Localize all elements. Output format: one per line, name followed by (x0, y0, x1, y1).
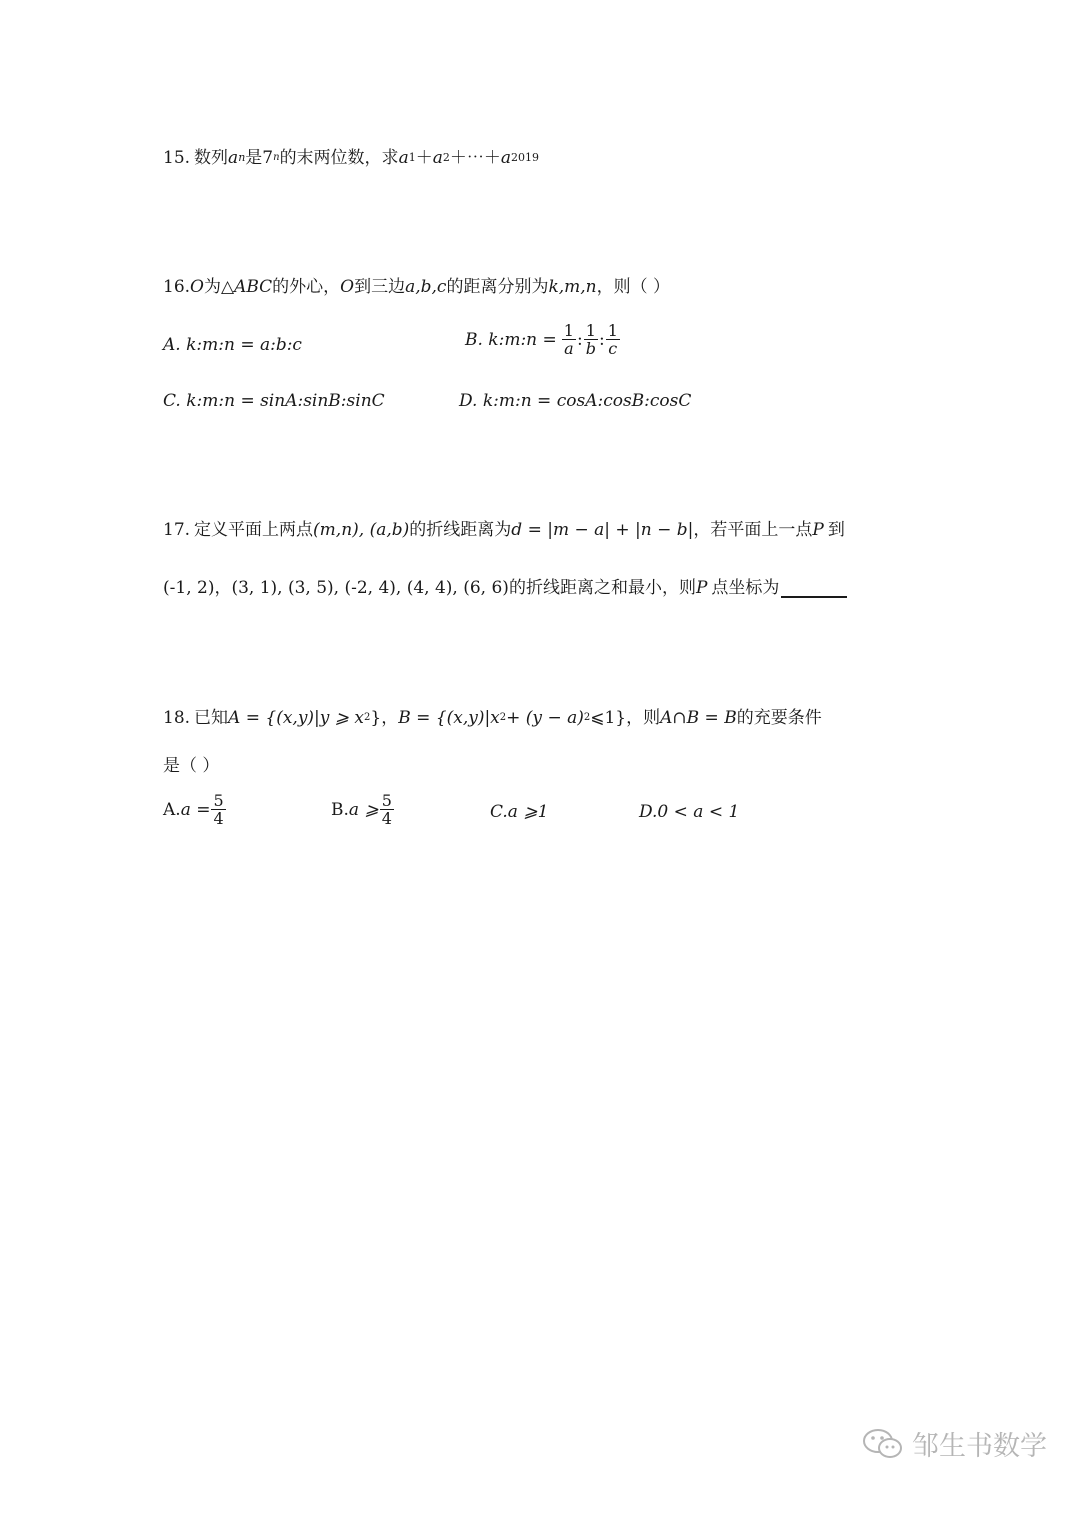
q18-option-b-frac: $\frac{5}{4}$ (381, 791, 392, 828)
q16-frac-1c: $\frac{1}{c}$ (607, 321, 618, 358)
q18-line1j: A∩B = B (660, 708, 737, 728)
q18-option-b (331, 792, 395, 827)
q15-sub1: 1 (408, 151, 416, 164)
q17-line1e: ，若平面上一点 (693, 520, 813, 540)
q17-line1c: 的折线距离为 (409, 520, 512, 540)
q15-n-sup: n (273, 152, 280, 163)
q15-sub3: 2019 (510, 151, 539, 164)
q16-frac-1a: $\frac{1}{a}$ (563, 321, 574, 358)
q17-answer-blank[interactable] (781, 578, 847, 598)
q18-line1i: ⩽1}，则 (590, 708, 661, 728)
q15-sum2: a (432, 148, 443, 168)
q15-n: n (238, 151, 246, 164)
q18-option-b-prefix: B. (331, 799, 349, 820)
q16-kmn: k,m,n (548, 277, 597, 297)
q18-line1f: 2 (499, 712, 507, 723)
q16-option-c: C. k:m:n = sinA:sinB:sinC (163, 391, 385, 411)
q17-number: 17. (163, 520, 191, 540)
q17-line1d: d = |m − a| + |n − b| (511, 520, 694, 540)
q16-stem5: ，则（ ） (596, 277, 671, 297)
q18-option-d: D.0 < a < 1 (639, 802, 740, 822)
q17-line2c: P (695, 578, 708, 598)
q16-stem2: 的外心， (272, 277, 341, 297)
watermark-text: 邹生书数学 (912, 1431, 1047, 1462)
q17-line1f: P (812, 520, 824, 540)
q17-line1b: (m,n), (a,b) (313, 520, 410, 540)
q18-number: 18. (163, 708, 191, 728)
q18-option-b-expr: a ⩾ (348, 799, 379, 820)
q18-line1e: B = {(x,y)|x (398, 708, 500, 728)
q18-line1b: A = {(x,y)|y ⩾ x (228, 708, 365, 728)
q15-a: a (228, 148, 239, 168)
q15-sum1: a (398, 148, 409, 168)
q16-option-b: B. k:m:n = $\frac{1}{a}$ : $\frac{1}{b}$ : $\frac{1}{c}$ (465, 321, 618, 358)
q16-frac-1b: $\frac{1}{b}$ (585, 321, 596, 358)
q15-text2: 是 (245, 148, 263, 168)
q15-plus2: ＋⋯＋ (449, 148, 501, 168)
q16-O2: O (340, 277, 355, 297)
q18-option-a (163, 792, 227, 827)
q16-ABC: ABC (234, 277, 273, 297)
question-18-line-2: 是（ ） (163, 756, 220, 776)
q16-number: 16. (163, 277, 191, 297)
q15-seven: 7 (262, 148, 274, 168)
question-17-line-1 (163, 518, 845, 542)
wechat-icon (862, 1427, 904, 1461)
q16-option-d: D. k:m:n = cosA:cosB:cosC (459, 391, 692, 411)
q18-line1d: }， (370, 708, 399, 728)
question-17-line-2 (163, 576, 847, 600)
q18-option-a-prefix: A. (163, 799, 181, 820)
q17-line2d: 点坐标为 (711, 578, 780, 598)
q16-stem3: 到三边 (354, 277, 406, 297)
q18-line1a: 已知 (194, 708, 229, 728)
q16-stem4: 的距离分别为 (446, 277, 549, 297)
q16-option-a: A. k:m:n = a:b:c (163, 335, 302, 355)
q18-line1h: 2 (583, 712, 591, 723)
q16-abc: a,b,c (405, 277, 447, 297)
q16-O: O (190, 277, 204, 297)
q16-stem1: 为△ (203, 277, 235, 297)
q18-option-a-frac: $\frac{5}{4}$ (213, 791, 224, 828)
q15-text3: 的末两位数，求 (279, 148, 399, 168)
q18-option-a-expr: a = (180, 799, 211, 820)
question-16 (163, 275, 670, 299)
question-15 (163, 146, 539, 170)
watermark (862, 1424, 1047, 1463)
q15-plus1: ＋ (415, 148, 433, 168)
q17-line2b: 的折线距离之和最小，则 (508, 578, 696, 598)
q15-text1: 数列 (194, 148, 229, 168)
q15-sub2: 2 (442, 151, 450, 164)
q17-line2a: (-1, 2)，(3, 1), (3, 5), (-2, 4), (4, 4), (6, 6) (163, 578, 509, 598)
q18-line1k: 的充要条件 (736, 708, 822, 728)
q18-option-c: C.a ⩾1 (490, 802, 549, 822)
q17-line1a: 定义平面上两点 (194, 520, 314, 540)
q16-option-b-prefix: B. k:m:n = (465, 329, 557, 350)
q15-sum3: a (500, 148, 511, 168)
q18-line1g: + (y − a) (506, 708, 584, 728)
question-18-line-1 (163, 706, 822, 730)
q15-number: 15. (163, 148, 191, 168)
q17-line1g: 到 (827, 520, 845, 540)
q18-line1c: 2 (364, 712, 371, 723)
